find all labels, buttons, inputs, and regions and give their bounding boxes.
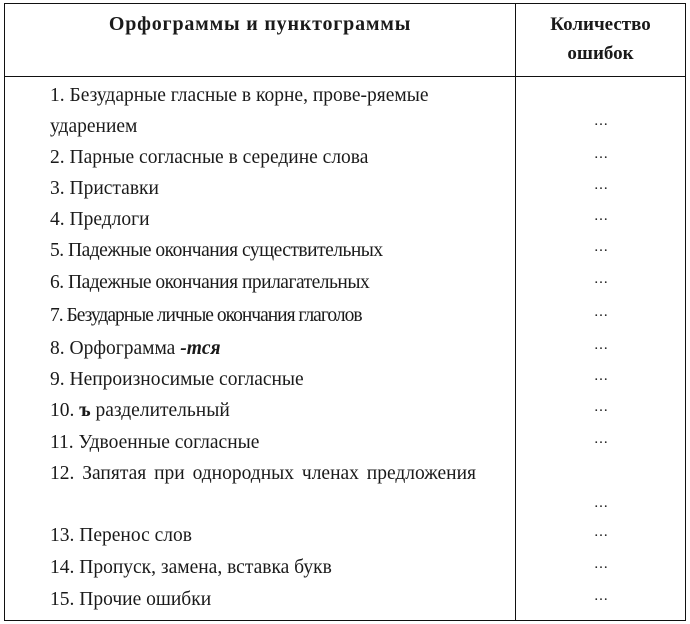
row-label-text: 10.	[50, 400, 75, 421]
table-row	[5, 333, 687, 364]
spelling-table	[4, 3, 686, 621]
row-count: ...	[594, 177, 609, 193]
header-error-count: Количество ошибок	[550, 14, 651, 64]
row-label: 1. Безударные гласные в корне, прове-ряемые ударением	[50, 85, 429, 137]
row-label: 12. Запятая при однородных членах предложения	[50, 463, 477, 484]
row-count: ...	[594, 208, 609, 224]
table-row	[5, 458, 687, 520]
row-count: ...	[594, 271, 609, 287]
row-label: 15. Прочие ошибки	[50, 589, 212, 610]
row-label: 11. Удвоенные согласные	[50, 432, 260, 453]
row-count: ...	[594, 495, 609, 511]
row-label: 6. Падежные окончания прилагательных	[50, 272, 370, 293]
row-count: ...	[594, 431, 609, 447]
table-row	[5, 80, 687, 142]
row-label: 4. Предлоги	[50, 209, 150, 230]
table-row	[5, 584, 687, 616]
row-label: 9. Непроизносимые согласные	[50, 369, 304, 390]
row-count: ...	[594, 368, 609, 384]
table-row	[5, 235, 687, 267]
table-row	[5, 395, 687, 427]
row-count: ...	[594, 239, 609, 255]
row-label: 3. Приставки	[50, 178, 159, 199]
row-label	[15, 333, 544, 364]
row-label: 2. Парные согласные в середине слова	[50, 147, 369, 168]
table-row	[5, 173, 687, 204]
row-count: ...	[594, 524, 609, 540]
table-row	[5, 204, 687, 235]
row-label: 7. Безударные личные окончания глаголов	[50, 305, 362, 326]
row-count: ...	[594, 304, 609, 320]
table-header	[5, 4, 685, 77]
row-count: ...	[594, 113, 609, 129]
header-orthograms: Орфограммы и пунктограммы	[108, 13, 412, 35]
table-row	[5, 300, 687, 333]
row-label: 13. Перенос слов	[50, 525, 192, 546]
table-row	[5, 364, 687, 395]
row-label-emphasis: -тся	[180, 338, 221, 359]
row-count: ...	[594, 588, 609, 604]
table-row	[5, 552, 687, 584]
table-row	[5, 267, 687, 300]
table-row	[5, 520, 687, 552]
row-label-text: 8. Орфограмма	[50, 338, 176, 359]
row-count: ...	[594, 399, 609, 415]
row-label: 5. Падежные окончания существительных	[50, 240, 383, 261]
row-count: ...	[594, 556, 609, 572]
row-count: ...	[594, 146, 609, 162]
row-label: 14. Пропуск, замена, вставка букв	[50, 557, 332, 578]
row-count: ...	[594, 337, 609, 353]
row-label-tail: разделительный	[95, 400, 230, 421]
row-label-emphasis: ъ	[79, 400, 91, 421]
table-row	[5, 142, 687, 173]
row-label	[15, 395, 544, 426]
table-row	[5, 427, 687, 458]
